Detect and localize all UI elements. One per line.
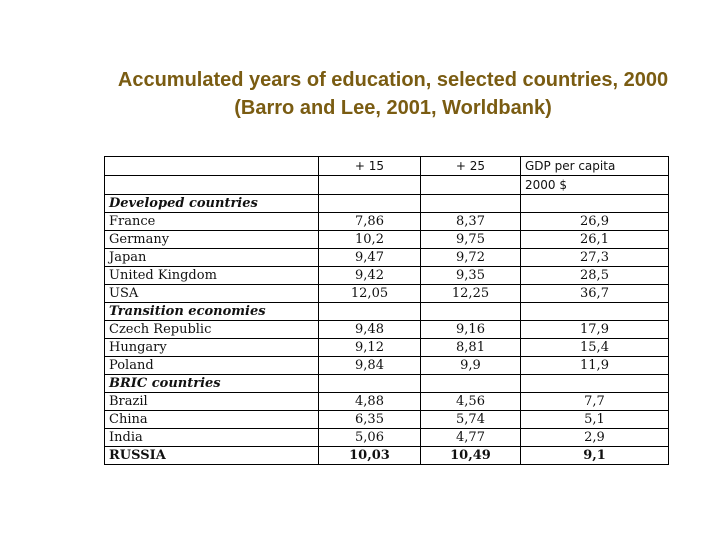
gdp-cell: 2,9 [521,429,669,447]
country-cell: Hungary [105,339,319,357]
plus25-cell: 9,72 [421,249,521,267]
plus15-cell: 9,42 [319,267,421,285]
header-blank-cell [105,157,319,176]
plus25-cell: 9,9 [421,357,521,375]
plus25-cell: 4,56 [421,393,521,411]
country-cell: China [105,411,319,429]
table-row [105,285,669,303]
plus25-cell: 9,75 [421,231,521,249]
plus25-cell: 12,25 [421,285,521,303]
section-blank-cell [319,375,421,393]
table-row [105,249,669,267]
country-cell: Japan [105,249,319,267]
section-heading: Transition economies [105,303,319,321]
plus15-cell: 10,03 [319,447,421,465]
gdp-cell: 5,1 [521,411,669,429]
gdp-cell: 26,9 [521,213,669,231]
header-plus25: + 25 [421,157,521,176]
section-blank-cell [421,303,521,321]
plus15-cell: 4,88 [319,393,421,411]
table-row [105,321,669,339]
country-cell: Brazil [105,393,319,411]
header-row-2 [105,176,669,195]
header-row [105,157,669,176]
gdp-cell: 26,1 [521,231,669,249]
section-blank-cell [421,195,521,213]
country-cell: France [105,213,319,231]
plus15-cell: 9,84 [319,357,421,375]
country-cell: Poland [105,357,319,375]
section-row [105,195,669,213]
table-row [105,213,669,231]
gdp-cell: 36,7 [521,285,669,303]
table-row [105,339,669,357]
plus25-cell: 9,16 [421,321,521,339]
education-table [104,156,669,465]
plus15-cell: 10,2 [319,231,421,249]
header-blank-cell [421,176,521,195]
plus15-cell: 5,06 [319,429,421,447]
gdp-cell: 9,1 [521,447,669,465]
gdp-cell: 15,4 [521,339,669,357]
table-row [105,357,669,375]
country-cell: United Kingdom [105,267,319,285]
header-gdp: GDP per capita [521,157,669,176]
plus15-cell: 9,48 [319,321,421,339]
table-row [105,411,669,429]
country-cell: Germany [105,231,319,249]
title-line-2: (Barro and Lee, 2001, Worldbank) [234,97,552,119]
section-blank-cell [421,375,521,393]
plus15-cell: 9,47 [319,249,421,267]
table-row [105,447,669,465]
table-row [105,231,669,249]
gdp-cell: 11,9 [521,357,669,375]
header-blank-cell [319,176,421,195]
plus15-cell: 12,05 [319,285,421,303]
gdp-cell: 27,3 [521,249,669,267]
section-blank-cell [319,303,421,321]
plus15-cell: 9,12 [319,339,421,357]
table-row [105,393,669,411]
header-gdp-unit: 2000 $ [521,176,669,195]
header-blank-cell [105,176,319,195]
plus25-cell: 5,74 [421,411,521,429]
section-blank-cell [521,375,669,393]
section-blank-cell [521,195,669,213]
gdp-cell: 28,5 [521,267,669,285]
section-blank-cell [521,303,669,321]
plus25-cell: 8,37 [421,213,521,231]
country-cell: Czech Republic [105,321,319,339]
country-cell: USA [105,285,319,303]
plus25-cell: 10,49 [421,447,521,465]
plus15-cell: 7,86 [319,213,421,231]
slide-title [0,66,720,122]
country-cell: India [105,429,319,447]
plus25-cell: 4,77 [421,429,521,447]
plus25-cell: 8,81 [421,339,521,357]
country-cell: RUSSIA [105,447,319,465]
plus15-cell: 6,35 [319,411,421,429]
title-line-1: Accumulated years of education, selected countries, 2000 [117,69,669,91]
section-heading: Developed countries [105,195,319,213]
section-heading: BRIC countries [105,375,319,393]
section-blank-cell [319,195,421,213]
gdp-cell: 7,7 [521,393,669,411]
section-row [105,375,669,393]
header-plus15: + 15 [319,157,421,176]
section-row [105,303,669,321]
table-row [105,267,669,285]
plus25-cell: 9,35 [421,267,521,285]
table-row [105,429,669,447]
gdp-cell: 17,9 [521,321,669,339]
